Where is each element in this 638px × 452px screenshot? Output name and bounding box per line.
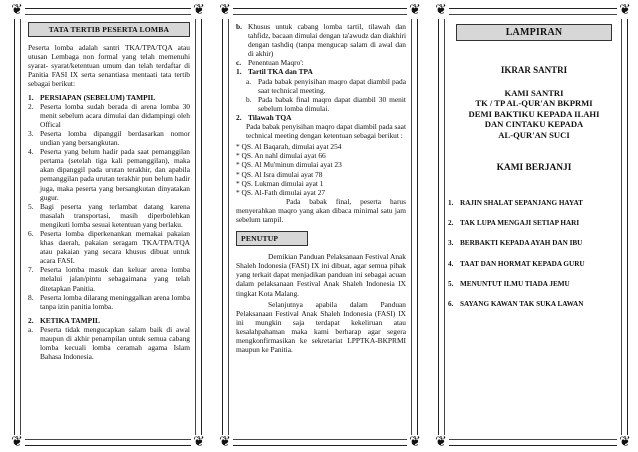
ornament-corner-icon: ❦ xyxy=(617,435,633,451)
ikrar-line: KAMI SANTRI xyxy=(504,87,564,98)
closing-heading: PENUTUP xyxy=(236,231,308,246)
pledge-item: 1. RAJIN SHALAT SEPANJANG HAYAT xyxy=(448,199,583,208)
ikrar-text xyxy=(448,88,620,141)
ikrar-line: DEMI BAKTIKU KEPADA ILAHI xyxy=(468,108,600,119)
ornament-corner-icon: ❦ xyxy=(407,3,423,19)
ikrar-title: IKRAR SANTRI xyxy=(500,65,568,76)
ornament-corner-icon: ❦ xyxy=(9,3,25,19)
list-item: 7. Peserta lomba masuk dan keluar arena lomba melalui jalan/pintu sebagaimana yang telah ditetapkan Panitia. xyxy=(28,265,190,293)
surah-item: * QS. Al Mu'minun dimulai ayat 23 xyxy=(236,160,342,170)
ornament-corner-icon: ❦ xyxy=(617,3,633,19)
list-item: 2. Peserta lomba sudah berada di arena lomba 30 menit sebelum acara dimulai dan didampingi oleh Offical xyxy=(28,101,190,129)
performing-rules-list xyxy=(28,325,190,361)
pledge-item: 2. TAK LUPA MENGAJI SETIAP HARI xyxy=(448,219,580,228)
section-2-title: 2. KETIKA TAMPIL xyxy=(28,315,100,325)
ornament-corner-icon: ❦ xyxy=(9,435,25,451)
closing-paragraph-1: Demikian Panduan Pelaksanaan Festival Anak Shaleh Indonesia (FASI) IX ini dibuat, agar semua pihak yang terkait dapat menjadikan panduan ini sebagai acuan dalam pelaksanaan Festival Anak Shaleh Indonesia IX tingkat Kota Malang. xyxy=(236,252,406,298)
surah-item: * QS. Lukman dimulai ayat 1 xyxy=(236,178,324,188)
pledge-item: 4. TAAT DAN HORMAT KEPADA GURU xyxy=(448,259,585,268)
surah-item: * QS. Al Isra dimulai ayat 78 xyxy=(236,169,323,179)
ornament-corner-icon: ❦ xyxy=(191,435,207,451)
list-item: 6. Peserta lomba diperkenankan memakai pakaian khas daerah, pakaian seragam TKA/TPA/TQA atau pakaian yang secara khusus dibuat untuk acara FASI. xyxy=(28,228,190,266)
list-item: b. Pada babak final maqro dapat diambil 30 menit sebelum lomba dimulai. xyxy=(246,94,406,113)
ornament-corner-icon: ❦ xyxy=(433,435,449,451)
surah-item: * QS. Al-Fath dimulai ayat 27 xyxy=(236,187,326,197)
final-text: Pada babak final, peserta harus menyerahkan maqro yang akan dibaca minimal satu jam sebelum tampil. xyxy=(236,196,406,224)
list-item: 8. Peserta lomba dilarang meninggalkan arena lomba tanpa izin panitia lomba. xyxy=(28,292,190,311)
list-item: 4. Peserta yang belum hadir pada saat pemanggilan pertama (setelah tiga kali pemanggilan), maka akan dipanggil pada urutan terakhir, dan apabila pemanggilan pada urutan terakhir pun belum hadir juga, maka peserta yang bersangkutan dinyatakan gugur. xyxy=(28,147,190,202)
rule-b: b. Khusus untuk cabang lomba tartil, tilawah dan tahfidz, bacaan dimulai dengan ta'awudz dan diakhiri dengan tashdiq (tanpa mengucap salam di awal dan di akhir) xyxy=(236,22,406,59)
rules-intro: Peserta lomba adalah santri TKA/TPA/TQA atau utusan Lembaga non formal yang telah memenuhi syarat- syarat/ketentuan umum dan telah terdaftar di Panitia FASI IX serta senantiasa mentaati tata tertib sebagai berikut: xyxy=(28,43,190,89)
panel-maqro xyxy=(219,3,421,450)
tartil-list xyxy=(236,77,406,113)
pledge-item: 3. BERBAKTI KEPADA AYAH DAN IBU xyxy=(448,239,583,248)
ikrar-line: AL-QUR'AN SUCI xyxy=(498,130,570,141)
panel-attachment xyxy=(435,3,631,450)
tilawah-title: 2. Tilawah TQA xyxy=(236,112,292,122)
ikrar-line: TK / TP AL-QUR'AN BKPRMI xyxy=(475,98,593,109)
list-item: a. Peserta tidak mengucapkan salam baik di awal maupun di akhir penampilan untuk semua cabang lomba kecuali lomba ceramah agama Islam Bahasa Indonesia. xyxy=(28,324,190,362)
list-item: 5. Bagi peserta yang terlambat datang karena masalah transportasi, masih diperbolehkan mengikuti lomba sesuai ketentuan yang berlaku. xyxy=(28,201,190,229)
closing-paragraph-2: Selanjutnya apabila dalam Panduan Pelaksanaan Festival Anak Shaleh Indonesia (FASI) IX ini mungkin saja terdapat kekeliruan atau kesalahpahaman maka kami berharap agar segera mengkonfirmasikan ke sekretariat LPPTKA-BKPRMI maupun ke Panitia. xyxy=(236,299,406,355)
rules-list xyxy=(28,102,190,311)
ornament-corner-icon: ❦ xyxy=(217,435,233,451)
list-item: a. Pada babak penyisihan maqro dapat diambil pada saat technical meeting. xyxy=(246,76,406,95)
ornament-corner-icon: ❦ xyxy=(407,435,423,451)
tartil-title: 1. Tartil TKA dan TPA xyxy=(236,67,313,77)
surah-item: * QS. An nahl dimulai ayat 66 xyxy=(236,151,326,161)
attachment-heading: LAMPIRAN xyxy=(456,24,612,41)
tilawah-text: Pada babak penyisihan maqro dapat diambil pada saat technical meeting dengan ketentuan sebagai berikut : xyxy=(246,122,406,141)
panel-rules xyxy=(11,3,205,450)
list-item: 3. Peserta lomba dipanggil berdasarkan nomor undian yang bersangkutan. xyxy=(28,128,190,148)
rule-c: c. Penentuan Maqro': xyxy=(236,58,304,68)
ornament-corner-icon: ❦ xyxy=(191,3,207,19)
ornament-corner-icon: ❦ xyxy=(433,3,449,19)
section-1-title: 1. PERSIAPAN (SEBELUM) TAMPIL xyxy=(28,92,156,102)
pledge-item: 6. SAYANG KAWAN TAK SUKA LAWAN xyxy=(448,299,584,308)
pledge-item: 5. MENUNTUT ILMU TIADA JEMU xyxy=(448,279,570,288)
rules-heading: TATA TERTIB PESERTA LOMBA xyxy=(28,22,190,37)
pledge-list xyxy=(448,199,620,309)
surah-item: * QS. Al Baqarah, dimulai ayat 254 xyxy=(236,142,342,152)
surah-list xyxy=(236,142,406,197)
ikrar-line: DAN CINTAKU KEPADA xyxy=(484,119,584,130)
ornament-corner-icon: ❦ xyxy=(217,3,233,19)
berjanji-title: KAMI BERJANJI xyxy=(496,162,572,173)
